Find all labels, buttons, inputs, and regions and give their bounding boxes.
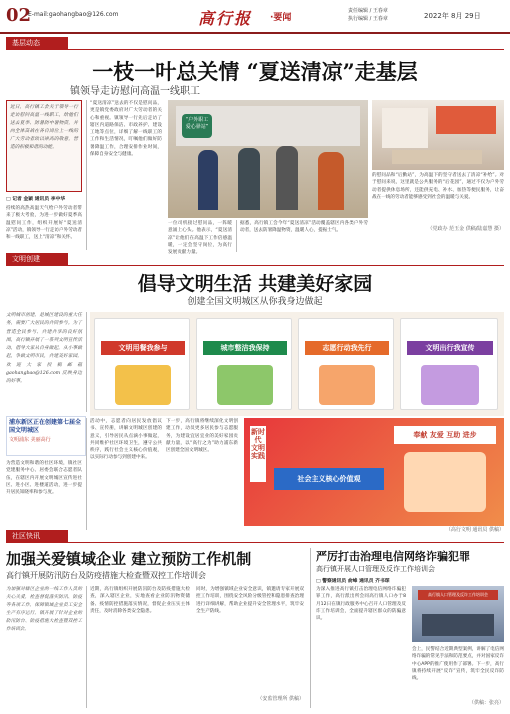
- poster-3: [298, 318, 394, 410]
- article-4-body-1: 为深入推进高行镇打击治理电信网络诈骗犯罪工作，高行派出所会同高行镇人口办于8月12日在镇行政服务中心召开人口管理及反诈工作培训会，全面提升辖区群众的防骗意识。: [316, 587, 406, 622]
- article-1-col-2: “夏送清凉”送去的不仅是慰问品，更是镇党委政府对广大劳动者的关心和重视。镇领导一行先后走访了辖区内道路保洁、市政养护、建设工地等点位，详细了解一线职工的工作和生活情况，叮嘱他们做好防暑降温工作，合理安排作业时间，保障自身安全与健康。: [90, 101, 162, 158]
- photo-wall: [176, 106, 360, 146]
- article-1-headline: 一枝一叶总关情 “夏送清凉”走基层: [92, 59, 418, 84]
- poster-1: [94, 318, 190, 410]
- masthead: 高行报: [198, 9, 253, 28]
- article-4-byline: □ 警察通讯员 俞峰 通讯员 齐书琛: [316, 579, 390, 584]
- editor-line: 责任编辑 / 王春章: [348, 8, 388, 14]
- article-4-subheadline: 高行镇开展人口管理及反诈工作培训会: [316, 565, 435, 573]
- article-3-subheadline: 高行镇开展防汛防台及防疫措施大检查暨双控工作培训会: [6, 571, 206, 580]
- photo-banner-text: 高行镇人口管理及反诈工作培训会: [418, 590, 498, 600]
- column-rule: [86, 100, 87, 250]
- service-slogan: 奉献 友爱 互助 进步: [394, 426, 496, 444]
- poster-1-title: 文明用餐我参与: [101, 341, 185, 355]
- article-4-headline: 严厉打击治理电信网络诈骗犯罪: [316, 550, 470, 563]
- article-1-col-4: 据悉，高行镇工会今年“夏送清凉”活动覆盖辖区内各类户外劳动者，送去防暑降温物资，温暖人心，提振士气。: [240, 221, 368, 234]
- section-divider-1: [6, 49, 504, 50]
- article-3-lead: 为加强对辖区企业的一线工作人员的关心关爱，检查督促落实防汛、防疫等各项工作，保障镇域企业员工安全生产有序运行，镇开展了针对企业的防汛防台、防疫措施大检查暨双控工作培训会。: [6, 587, 82, 632]
- section-label-1: 基层动态: [6, 37, 68, 50]
- campaign-banner-sub: 文明浦东 美丽高行: [9, 437, 51, 443]
- article-1-photo-side: [372, 100, 504, 170]
- sign-line-1: “户外职工: [185, 117, 209, 123]
- column-rule: [86, 312, 87, 412]
- poster-2-art: [217, 365, 273, 405]
- column-rule: [310, 548, 311, 708]
- sign-line-2: 爱心驿站”: [185, 124, 209, 130]
- header-email: E-mail:gaohangbao@126.com: [28, 11, 119, 18]
- article-1-col-1: 持续的高热高温天气给户外劳动者带来了极大考验，为进一步做好夏季高温慰问工作，组织开展好“夏送清凉”活动，镇领导一行走访户外劳动者和一线职工，送上“清凉”和关怀。: [6, 206, 82, 241]
- campaign-banner: [6, 416, 86, 456]
- poster-2-title: 城市整洁我保持: [203, 341, 287, 355]
- core-values-label: 社会主义核心价值观: [274, 468, 384, 490]
- article-4-body-2: 会上，民警结合近期典型案例，讲解了电信网络诈骗的常见手法和防范要点，并对国家反诈中心APP的推广使用作了部署。下一步，高行镇将持续开展“反诈”宣传，筑牢全民反诈防线。: [412, 647, 504, 682]
- page-number: 02: [6, 5, 32, 26]
- photo-audience: [422, 614, 494, 636]
- section-divider-2: [6, 265, 504, 266]
- article-2-body-1: 为营造文明和谐的社区环境，镇社区党建服务中心、居委会联合志愿者队伍，在辖区内开展文明城区宣传进社区、进小区、进楼道活动，进一步提升居民知晓率和参与度。: [6, 461, 82, 496]
- article-4-signature: （供稿：张亮）: [468, 700, 504, 706]
- article-1-byline: □ 记者 金颖 通讯员 李中华: [6, 197, 66, 202]
- person-3: [276, 146, 298, 210]
- article-3-body-2: 同时，为增强镇域企业安全意识，镇邀请专家开展双控工作培训，围绕安全风险分级管控和隐患排查治理进行详细讲解，帮助企业提升安全管理水平，筑牢安全生产防线。: [196, 587, 304, 614]
- poster-3-art: [319, 365, 375, 405]
- section-divider-3: [6, 542, 504, 543]
- poster-2: [196, 318, 292, 410]
- column-rule: [86, 418, 87, 530]
- poster-figure: [404, 452, 486, 512]
- article-1-subheadline: 镇领导走访慰问高温一线职工: [70, 86, 200, 97]
- article-2-signature: （高行文明 通讯员 供稿）: [445, 527, 504, 533]
- article-1-photo-main: [168, 100, 368, 218]
- article-2-subheadline: 创建全国文明城区从你我身边做起: [187, 297, 323, 307]
- poster-3-title: 志愿行动我先行: [305, 341, 389, 355]
- poster-1-art: [115, 365, 171, 405]
- person-2: [238, 148, 260, 210]
- article-3-signature: （安监管理所 供稿）: [257, 696, 304, 702]
- article-2-headline: 倡导文明生活 共建美好家园: [137, 273, 373, 295]
- column-rule: [236, 220, 237, 252]
- campaign-banner-title: 浦东新区正在创建第七届全国文明城区: [9, 419, 82, 434]
- photo-counter: [382, 108, 428, 148]
- poster-4-art: [421, 365, 479, 405]
- section-label-3: 社区快讯: [6, 530, 68, 543]
- article-2-lead: 文明城市创建，是城区建设的重大任务，需要广大居民的共同参与。为了营造全民参与、共建共享的良好氛围，高行镇开展了一系列文明宣传活动，倡导大家从自身做起，从小事做起，争做文明市民，共建美好家园。欢迎大家投稿邮箱gaohangbao@126.com 反映身边的好事。: [6, 313, 82, 385]
- article-2-body-3: 下一步，高行镇将继续深化文明创建工作，动员更多居民参与志愿服务，为建设宜居宜业的美好家园贡献力量，以“高行之为”助力浦东新区创建全国文明城区。: [166, 419, 238, 454]
- article-2-body-2: 活动中，志愿者向居民发放倡议书、宣传册，讲解文明城区创建的意义，引导居民从点滴小事做起，共同维护社区环境卫生，遵守公共秩序，践行社会主义核心价值观，以实际行动参与到创建中来。: [90, 419, 162, 461]
- sign-panel: [182, 114, 212, 138]
- article-1-col-3: 一位司机接过慰问品，一阵暖意涌上心头。他表示，“夏送清凉”让他们在高温下工作倍感温暖，一定会坚守岗位，为高行发展贡献力量。: [168, 221, 232, 256]
- poster-vertical-title: 新时代 文明实践: [250, 426, 266, 482]
- article-3-body-1: 近期，高行镇组织开展防汛防台及防疫措施大检查，深入辖区企业，实地查看企业防汛物资储备、疫情防控措施落实情况，督促企业压实主体责任，及时消除各类安全隐患。: [90, 587, 190, 614]
- column-rule: [86, 586, 87, 708]
- section-label-2: 文明创建: [6, 253, 68, 266]
- person-1: [198, 150, 218, 210]
- article-4-photo: [412, 586, 504, 642]
- article-1-lead-box: [6, 100, 82, 192]
- article-3-headline: 加强关爱镇域企业 建立预防工作机制: [6, 550, 252, 568]
- photo-banner: [436, 106, 496, 134]
- article-1-lead: 近日，高行镇工会关于领导一行走访慰问高温一线职工，给他们送去夏季、防暑防中暑物资，并向全体奋战在各自岗位上一线的广大劳动者致以崇高的敬意，营造的积极和谐的动能。: [10, 105, 78, 150]
- poster-row: [90, 312, 504, 416]
- masthead-section: ·要闻: [270, 13, 292, 23]
- person-4: [318, 152, 344, 210]
- article-1-signature: （党政办 范玉金 供稿/陆嘉慧 摄）: [427, 226, 504, 232]
- poster-4: [400, 318, 498, 410]
- exec-editor-line: 执行编辑 / 王春章: [348, 16, 388, 22]
- page-header: [0, 0, 510, 34]
- photo-bench: [392, 150, 482, 164]
- poster-4-title: 文明出行我宣传: [407, 341, 493, 355]
- editor-credits: [348, 7, 388, 23]
- civilization-poster: [244, 418, 504, 526]
- issue-date: 2022年 8月 29日: [424, 12, 481, 20]
- article-1-col-5: 的慰问品和“后勤站”，为高温下的坚守者送去了清凉“补给”。对于慰问来说，这里就是公共服务的“后花园”，通过不仅为户外劳动者提供休息场所，还能供充电、补水、加热等便民服务，让奋战在一线的劳动者能够感受到社会的温暖与关爱。: [372, 173, 504, 200]
